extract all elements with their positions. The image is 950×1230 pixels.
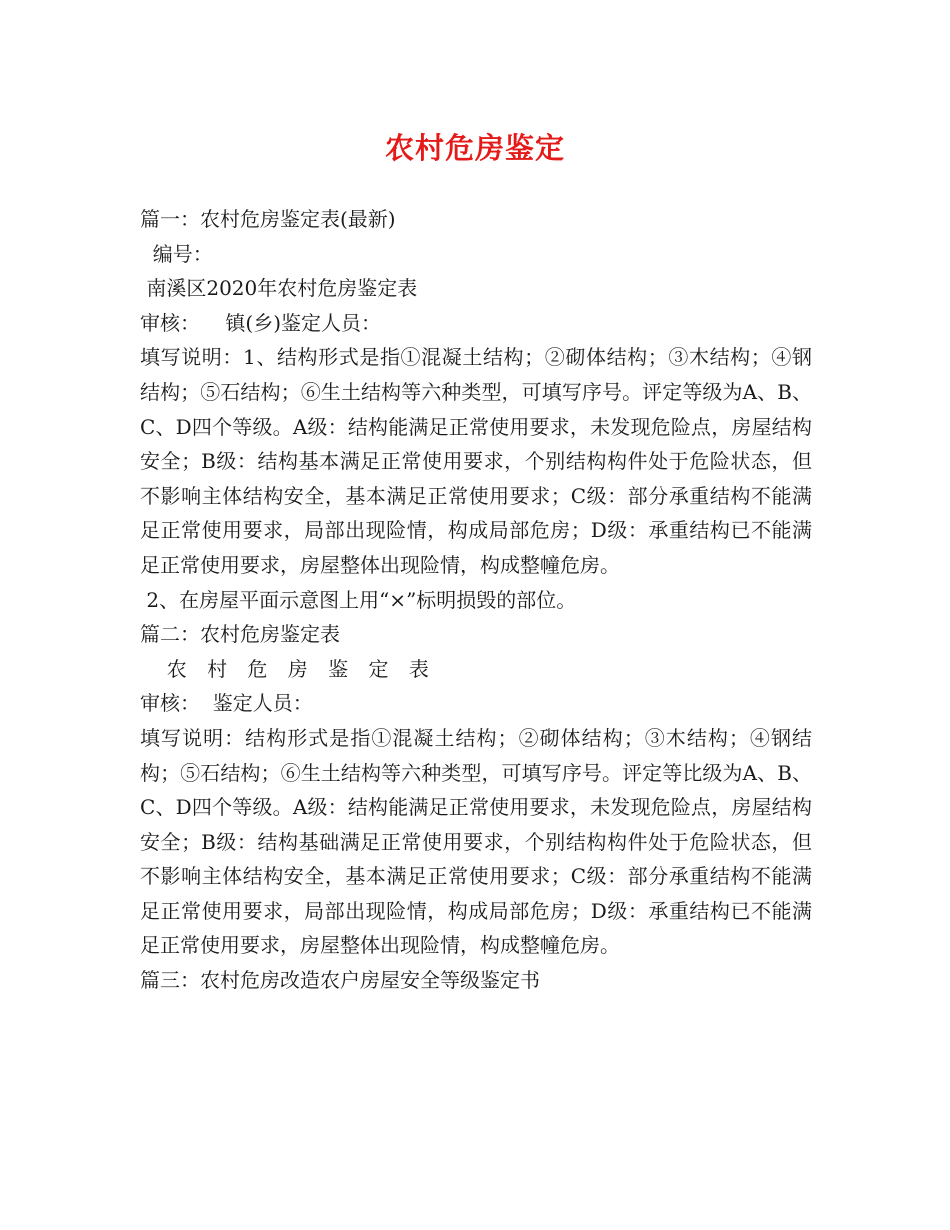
section2-signature-line: 审核： 鉴定人员：	[140, 691, 313, 716]
document-body	[140, 202, 812, 998]
section1-heading: 篇一：农村危房鉴定表(最新)	[140, 207, 396, 231]
section1-number-label: 编号：	[140, 241, 213, 266]
section2-table-title: 农 村 危 房 鉴 定 表	[166, 656, 436, 681]
document-title: 农村危房鉴定	[384, 131, 565, 165]
section1-fill-instructions: 填写说明：1、结构形式是指①混凝土结构；②砌体结构；③木结构；④钢结构；⑤石结构；⑥生土结构等六种类型，可填写序号。评定等级为A、B、C、D四个等级。A级：结构能满足正常使用要求，未发现危险点，房屋结构安全；B级：结构基本满足正常使用要求，个别结构构件处于危险状态，但不影响主体结构安全，基本满足正常使用要求；C级：部分承重结构不能满足正常使用要求，局部出现险情，构成局部危房；D级：承重结构已不能满足正常使用要求，房屋整体出现险情，构成整幢危房。	[140, 345, 812, 577]
section1-table-title: 南溪区2020年农村危房鉴定表	[140, 276, 418, 301]
section3-heading: 篇三：农村危房改造农户房屋安全等级鉴定书	[140, 968, 540, 993]
section1-damage-note: 2、在房屋平面示意图上用“×”标明损毁的部位。	[140, 587, 577, 612]
section1-signature-line: 审核： 镇(乡)鉴定人员：	[140, 310, 382, 335]
section2-heading: 篇二：农村危房鉴定表	[140, 622, 340, 647]
section2-fill-instructions: 填写说明：结构形式是指①混凝土结构；②砌体结构；③木结构；④钢结构；⑤石结构；⑥生土结构等六种类型，可填写序号。评定等比级为A、B、C、D四个等级。A级：结构能满足正常使用要求，未发现危险点，房屋结构安全；B级：结构基础满足正常使用要求，个别结构构件处于危险状态，但不影响主体结构安全，基本满足正常使用要求；C级：部分承重结构不能满足正常使用要求，局部出现险情，构成局部危房；D级：承重结构已不能满足正常使用要求，房屋整体出现险情，构成整幢危房。	[140, 725, 812, 958]
